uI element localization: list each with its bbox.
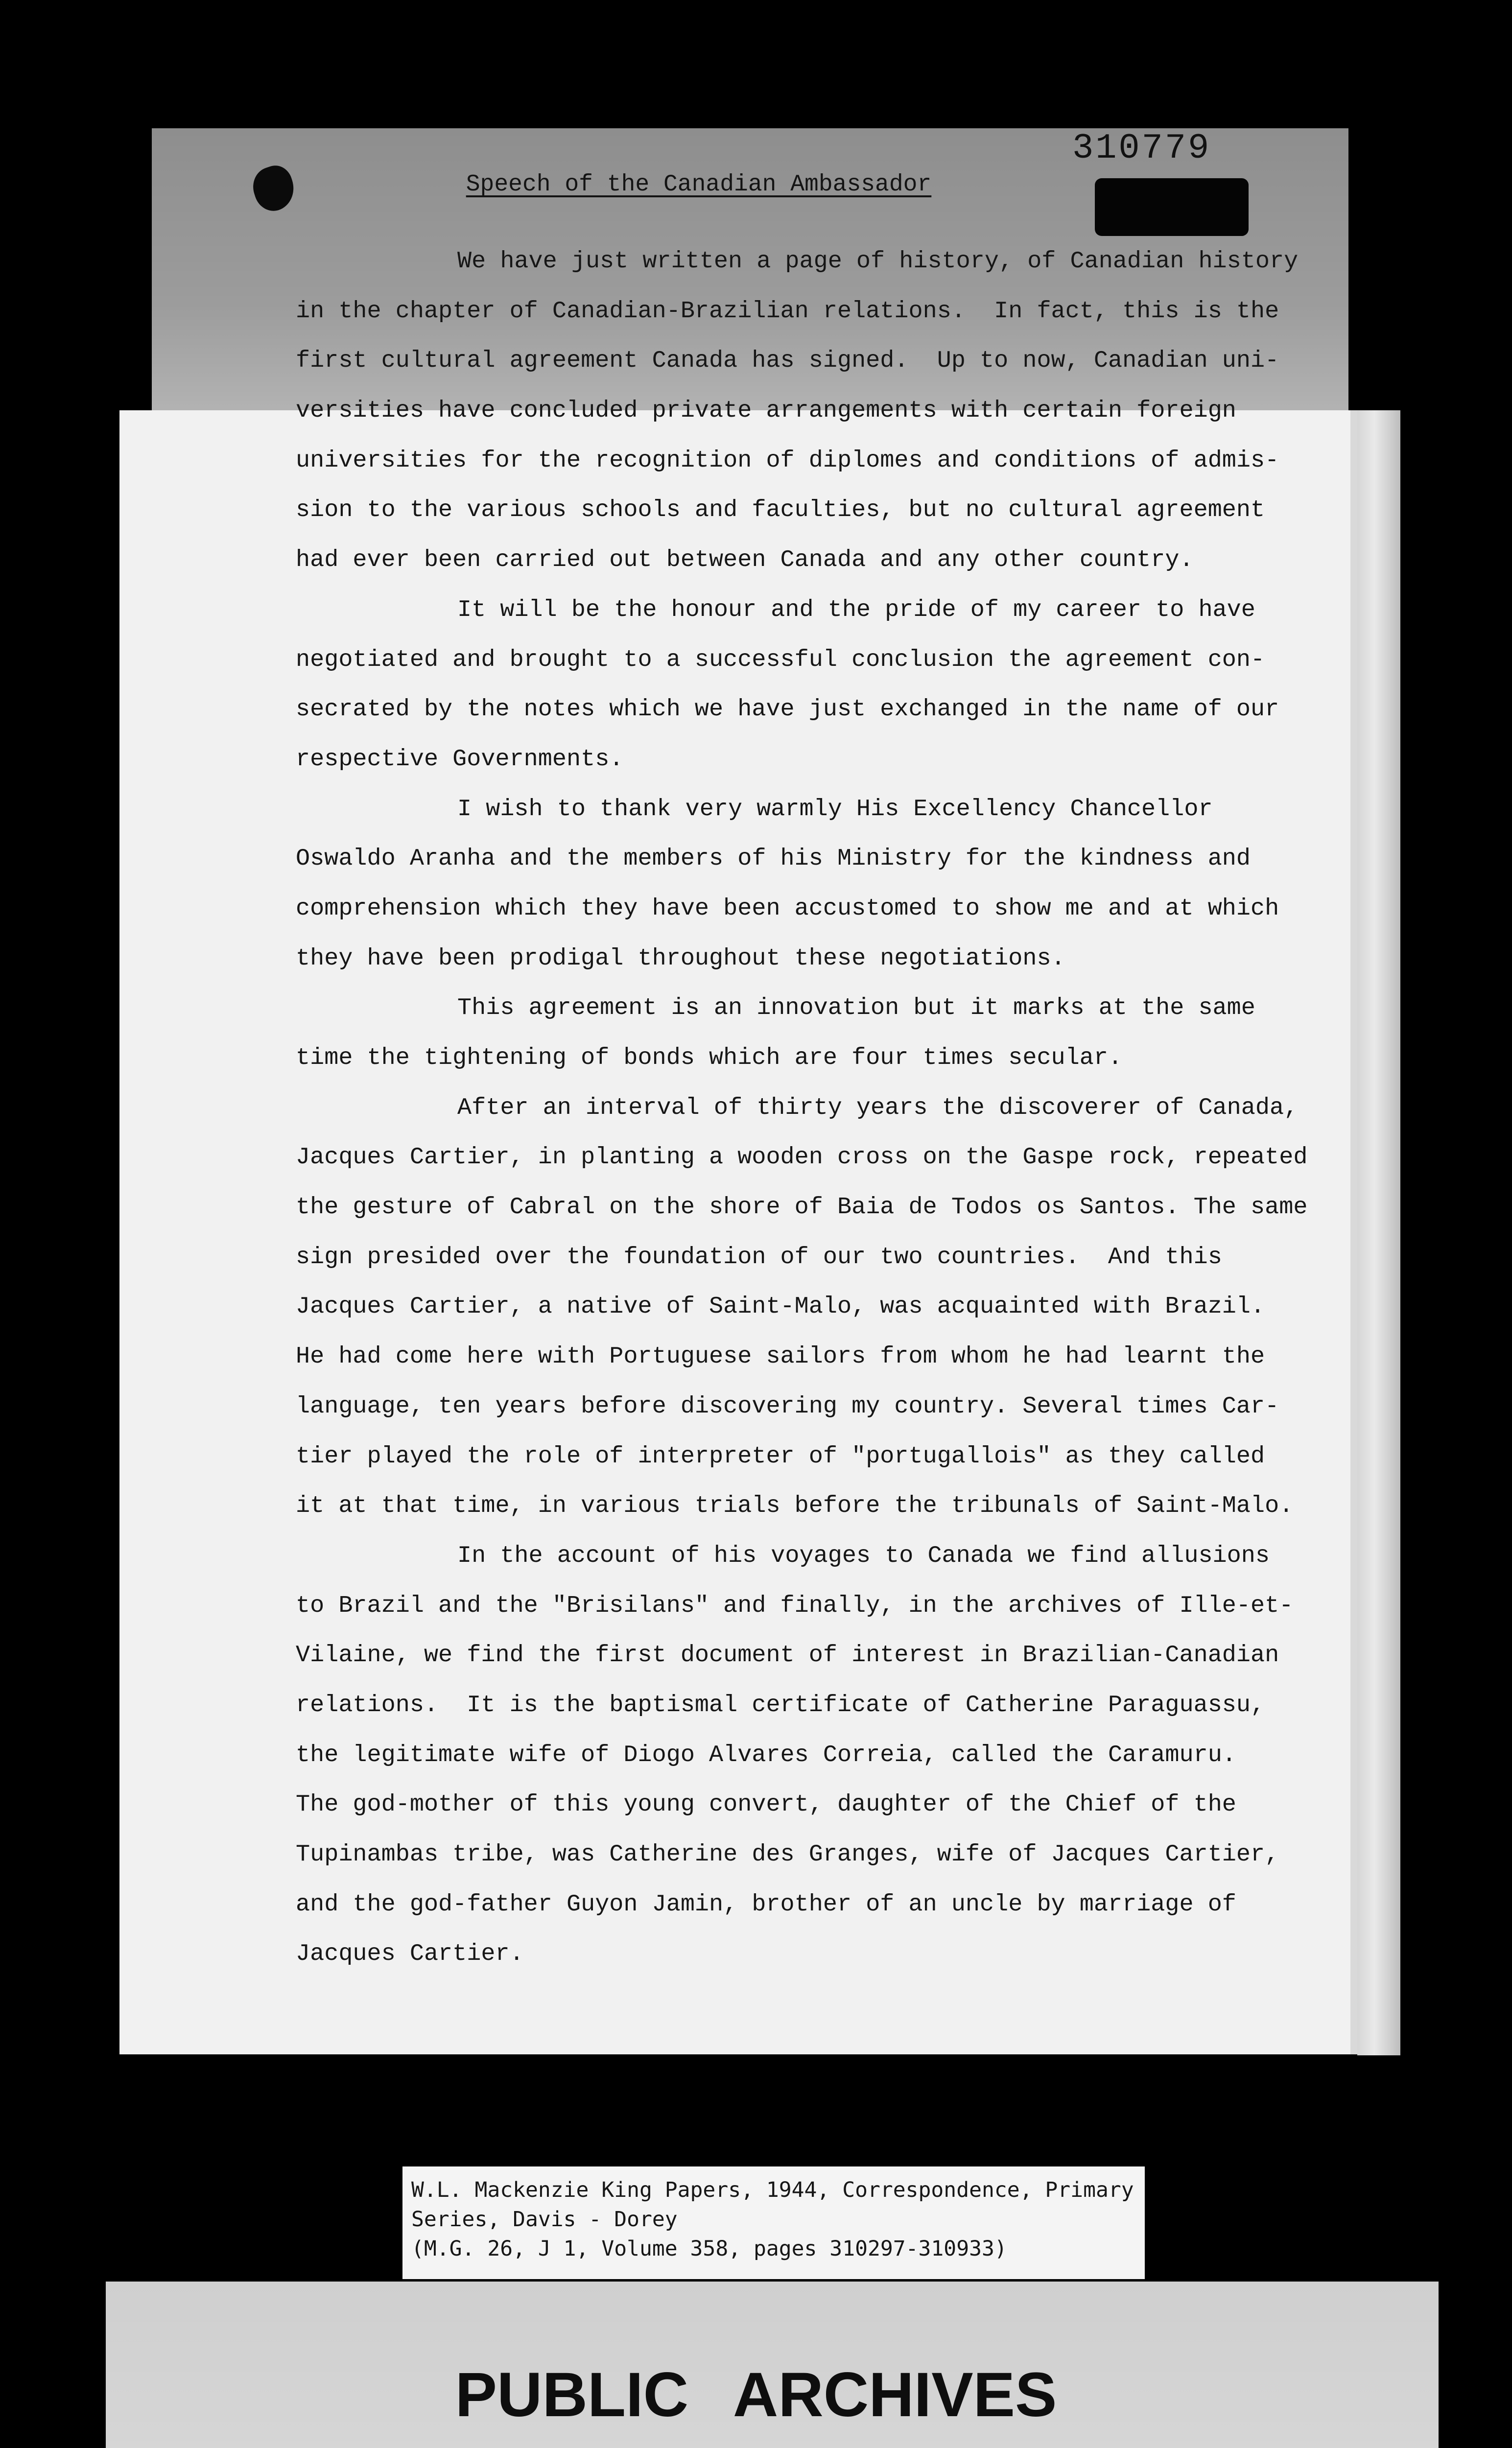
text-line: Vilaine, we find the first document of interest in Brazilian-Canadian bbox=[296, 1642, 1279, 1669]
text-line: had ever been carried out between Canada and any other country. bbox=[296, 546, 1194, 574]
text-line: relations. It is the baptismal certificate of Catherine Paraguassu, bbox=[296, 1691, 1265, 1718]
text-line: versities have concluded private arrangements with certain foreign bbox=[296, 397, 1236, 424]
text-line: and the god-father Guyon Jamin, brother of an uncle by marriage of bbox=[296, 1890, 1236, 1918]
text-line: Jacques Cartier. bbox=[296, 1940, 524, 1968]
text-line: universities for the recognition of diplomes and conditions of admis- bbox=[296, 447, 1279, 474]
text-line: in the chapter of Canadian-Brazilian relations. In fact, this is the bbox=[296, 297, 1279, 325]
text-line: to Brazil and the "Brisilans" and finally, in the archives of Ille-et- bbox=[296, 1592, 1294, 1619]
stamp-english: PUBLIC ARCHIVES bbox=[455, 2360, 1057, 2430]
text-line: secrated by the notes which we have just exchanged in the name of our bbox=[296, 696, 1279, 723]
document-title-text: Speech of the Canadian Ambassador bbox=[466, 171, 932, 198]
text-line: In the account of his voyages to Canada we find allusions bbox=[457, 1542, 1270, 1569]
citation-line: (M.G. 26, J 1, Volume 358, pages 310297-310933) bbox=[411, 2236, 1007, 2261]
citation-line: W.L. Mackenzie King Papers, 1944, Correspondence, Primary bbox=[411, 2178, 1134, 2202]
text-line: It will be the honour and the pride of my career to have bbox=[457, 596, 1255, 623]
text-line: The god-mother of this young convert, daughter of the Chief of the bbox=[296, 1791, 1236, 1818]
text-line: time the tightening of bonds which are four times secular. bbox=[296, 1044, 1123, 1071]
text-line: Jacques Cartier, in planting a wooden cross on the Gaspe rock, repeated bbox=[296, 1144, 1308, 1171]
text-line: first cultural agreement Canada has signed. Up to now, Canadian uni- bbox=[296, 347, 1279, 375]
text-line: He had come here with Portuguese sailors from whom he had learnt the bbox=[296, 1343, 1265, 1370]
text-line: it at that time, in various trials before the tribunals of Saint-Malo. bbox=[296, 1492, 1294, 1520]
citation-label bbox=[402, 2166, 1145, 2279]
text-line: Tupinambas tribe, was Catherine des Granges, wife of Jacques Cartier, bbox=[296, 1841, 1279, 1868]
text-line: Jacques Cartier, a native of Saint-Malo, was acquainted with Brazil. bbox=[296, 1293, 1265, 1320]
text-line: We have just written a page of history, of Canadian history bbox=[457, 248, 1299, 275]
text-line: language, ten years before discovering my country. Several times Car- bbox=[296, 1392, 1279, 1420]
text-line: This agreement is an innovation but it marks at the same bbox=[457, 994, 1255, 1022]
document-title bbox=[0, 171, 1512, 198]
citation-line: Series, Davis - Dorey bbox=[411, 2207, 678, 2232]
page-edge bbox=[1357, 410, 1400, 2055]
text-line: sign presided over the foundation of our two countries. And this bbox=[296, 1243, 1222, 1271]
text-line: the legitimate wife of Diogo Alvares Correia, called the Caramuru. bbox=[296, 1741, 1236, 1768]
text-line: negotiated and brought to a successful conclusion the agreement con- bbox=[296, 646, 1265, 673]
text-line: Oswaldo Aranha and the members of his Ministry for the kindness and bbox=[296, 845, 1251, 872]
page-number: 310779 bbox=[1072, 128, 1211, 168]
text-line: I wish to thank very warmly His Excellency Chancellor bbox=[457, 795, 1213, 823]
text-line: sion to the various schools and faculties, but no cultural agreement bbox=[296, 496, 1265, 524]
text-line: After an interval of thirty years the discoverer of Canada, bbox=[457, 1094, 1299, 1121]
text-line: tier played the role of interpreter of "portugallois" as they called bbox=[296, 1442, 1265, 1470]
text-line: the gesture of Cabral on the shore of Baia de Todos os Santos. The same bbox=[296, 1194, 1308, 1221]
text-line: comprehension which they have been accustomed to show me and at which bbox=[296, 894, 1279, 922]
document-body bbox=[296, 236, 1363, 1979]
text-line: respective Governments. bbox=[296, 745, 624, 773]
text-line: they have been prodigal throughout these negotiations. bbox=[296, 944, 1065, 972]
